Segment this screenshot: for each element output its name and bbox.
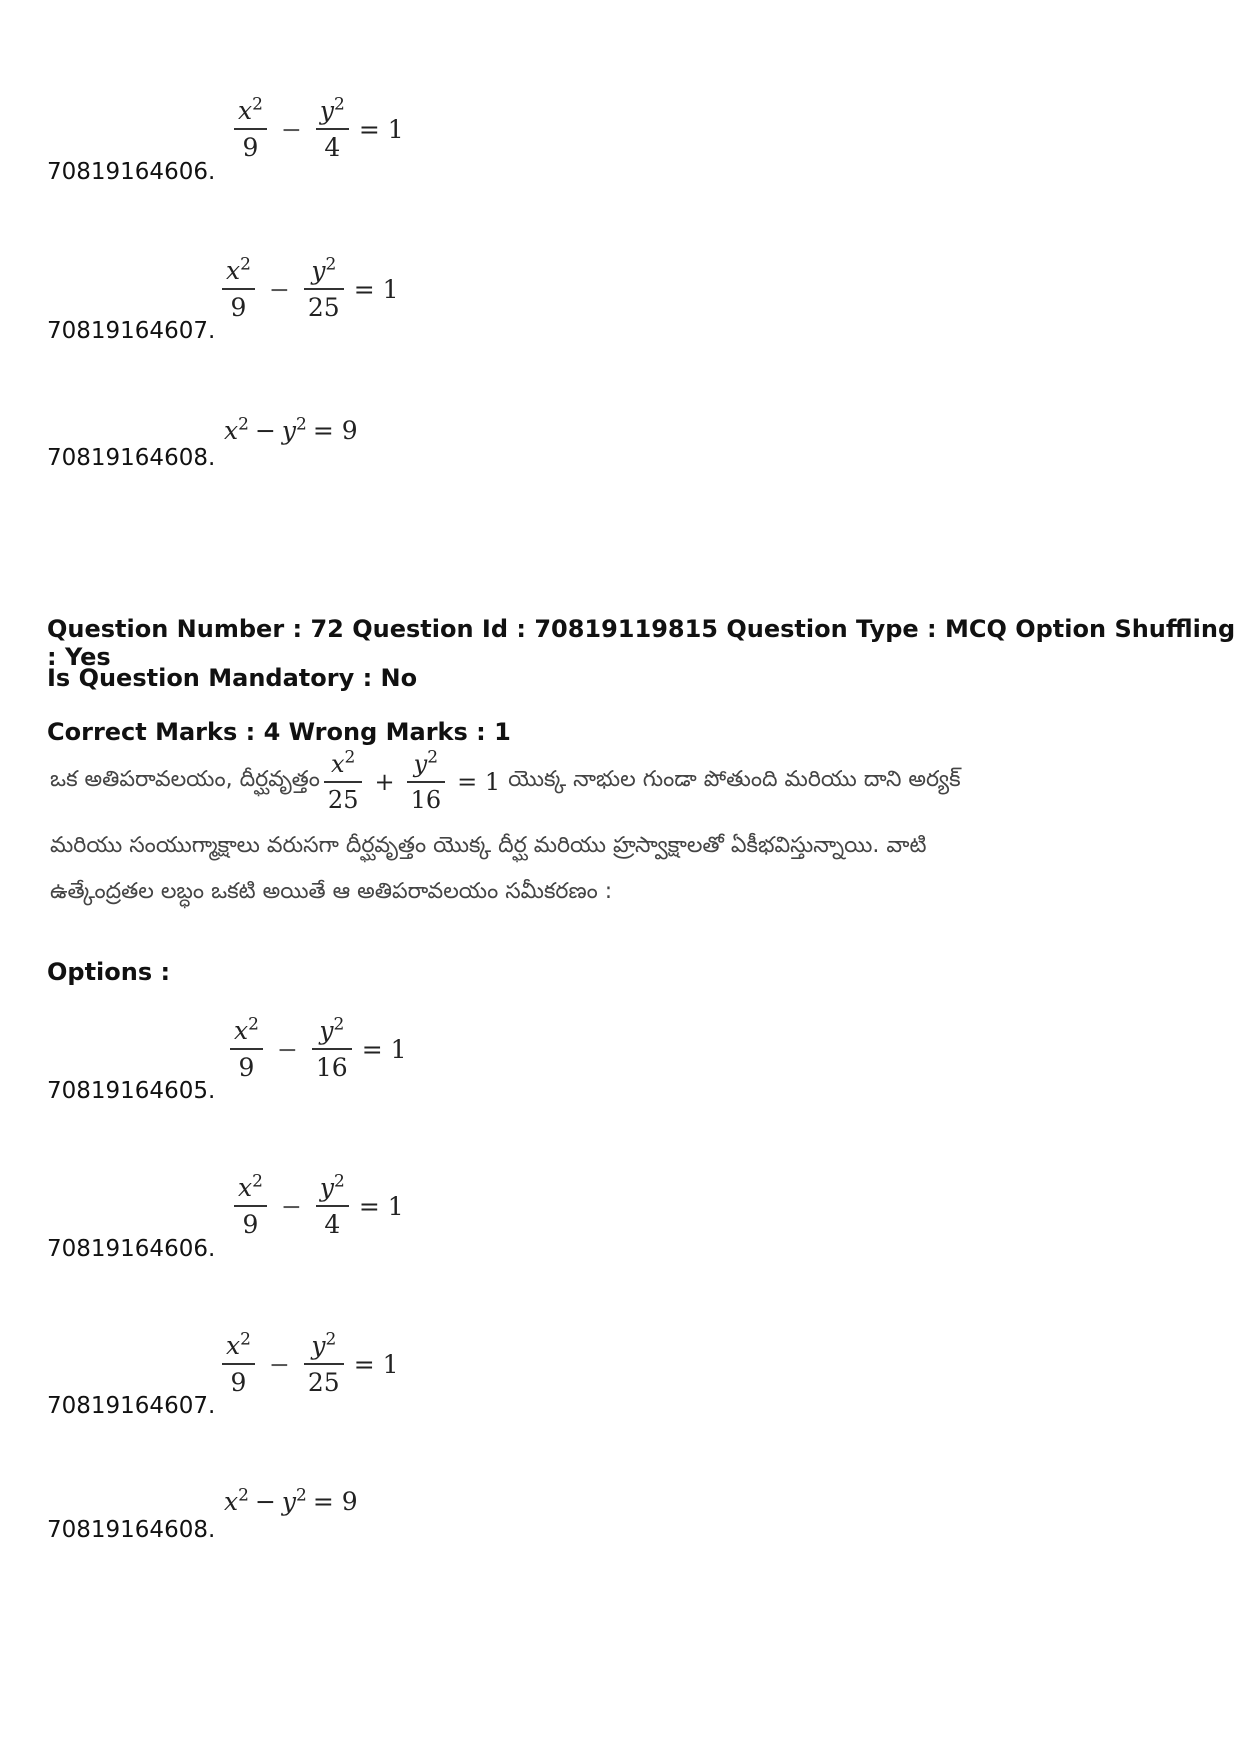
options-label: Options : <box>47 958 171 986</box>
option-id: 70819164608. <box>47 445 216 471</box>
equation-option-2: $\frac{x^2}{9}$ − $\frac{y^2}{4}$ = 1 <box>230 1173 410 1239</box>
question-text-line-3: ఉత్కేంద్రతల లబ్ధం ఒకటి అయితే ఆ అతిపరావలయం సమీకరణం : <box>50 879 613 904</box>
option-id: 70819164607. <box>47 1393 216 1419</box>
equation-option-4: $x^2$ − $y^2$ = 9 <box>224 1485 358 1516</box>
equation-top-option-2: $\frac{x^2}{9}$ − $\frac{y^2}{25}$ = 1 <box>218 256 405 322</box>
fraction: $\frac{y^2}{16}$ <box>407 750 446 814</box>
option-id: 70819164607. <box>47 318 216 344</box>
question-text <box>50 747 961 914</box>
equation-top-option-1: $\frac{x^2}{9}$ − $\frac{y^2}{4}$ = 1 <box>230 96 410 162</box>
equation-option-3: $\frac{x^2}{9}$ − $\frac{y^2}{25}$ = 1 <box>218 1331 405 1397</box>
question-mandatory: Is Question Mandatory : No <box>47 664 418 692</box>
question-text-line-1: ఒక అతిపరావలయం, దీర్ఘవృత్తం $\frac{x^2}{25}$ + $\frac{y^2}{16}$ = 1 యొక్క నాభుల గుండా పోతుంది మరియు దాని అర్యక్ <box>50 747 961 814</box>
option-id: 70819164606. <box>47 1236 216 1262</box>
question-header: Question Number : 72 Question Id : 70819119815 Question Type : MCQ Option Shuffling : Yes <box>47 615 1236 671</box>
equation-option-1: $\frac{x^2}{9}$ − $\frac{y^2}{16}$ = 1 <box>226 1016 413 1082</box>
question-text-line-2: మరియు సంయుగ్మాక్షాలు వరుసగా దీర్ఘవృత్తం యొక్క దీర్ఘ మరియు హ్రస్వాక్షాలతో ఏకీభవిస్తున్నాయి. వాటి <box>50 833 927 858</box>
option-id: 70819164608. <box>47 1517 216 1543</box>
question-marks: Correct Marks : 4 Wrong Marks : 1 <box>47 718 511 746</box>
fraction: $\frac{x^2}{25}$ <box>324 750 363 814</box>
option-id: 70819164606. <box>47 159 216 185</box>
equation-top-option-3: $x^2$ − $y^2$ = 9 <box>224 414 358 445</box>
option-id: 70819164605. <box>47 1078 216 1104</box>
